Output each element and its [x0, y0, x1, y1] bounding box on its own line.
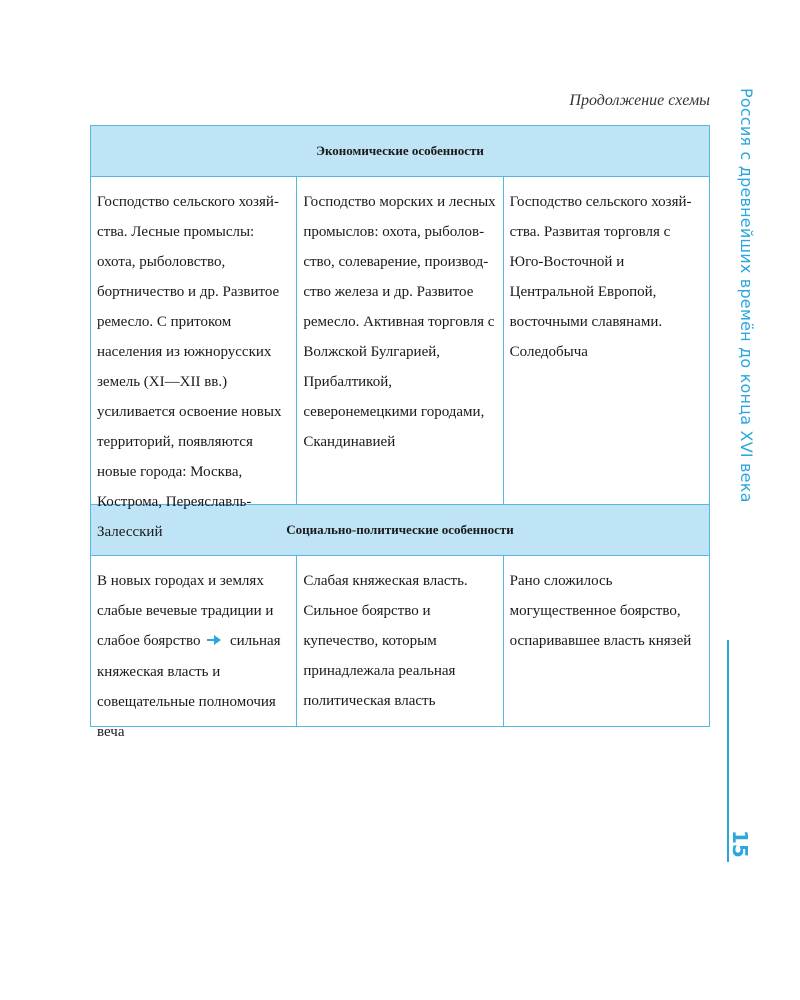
- social-cell-3: Рано сложилось могущественное боярство, оспаривавшее власть князей: [503, 556, 709, 726]
- social-row: [91, 556, 709, 740]
- economic-cell-2: Господство морских и лесных промыслов: охота, рыболовство, солеварение, производство железа и др. Развитое ремесло. Активная торговля с Волжской Булгарией, Прибалтикой, северонемецкими городами, Скандинавией: [296, 177, 502, 504]
- economic-section-header: Экономические особенности: [91, 126, 709, 177]
- economic-cell-1: Господство сельского хозяйства. Лесные промыслы: охота, рыболовство, бортничество и др. Развитое ремесло. С притоком населения из южнорусских земель (XI—XII вв.) усиливается освоение новых территорий, появляются новые города: Москва, Кострома, Переяславль-Залесский: [97, 194, 282, 540]
- side-divider-line: [727, 640, 729, 862]
- economic-cell-3: Господство сельского хозяйства. Развитая торговля с Юго-Восточной и Центральной Европой, восточными славянами. Соледобыча: [503, 177, 709, 504]
- social-cell-2: Слабая княжеская власть. Сильное боярство и купечество, которым принадлежала реальная политическая власть: [296, 556, 502, 726]
- social-section-header: Социально-политические особенности: [91, 505, 709, 556]
- chapter-side-title: Россия с древнейших времён до конца XVI века: [737, 88, 756, 503]
- arrow-right-icon: [206, 627, 222, 657]
- social-cell-1-text-after: сильная княжеская власть и совещательные полномочия веча: [97, 633, 281, 740]
- continuation-caption: Продолжение схемы: [569, 92, 710, 109]
- scheme-table: [90, 125, 710, 740]
- page-number: 15: [728, 830, 752, 858]
- social-cell-1-text-before: В новых городах и землях слабые вечевые традиции и слабое боярство: [97, 573, 274, 649]
- social-cell-1: [91, 556, 296, 740]
